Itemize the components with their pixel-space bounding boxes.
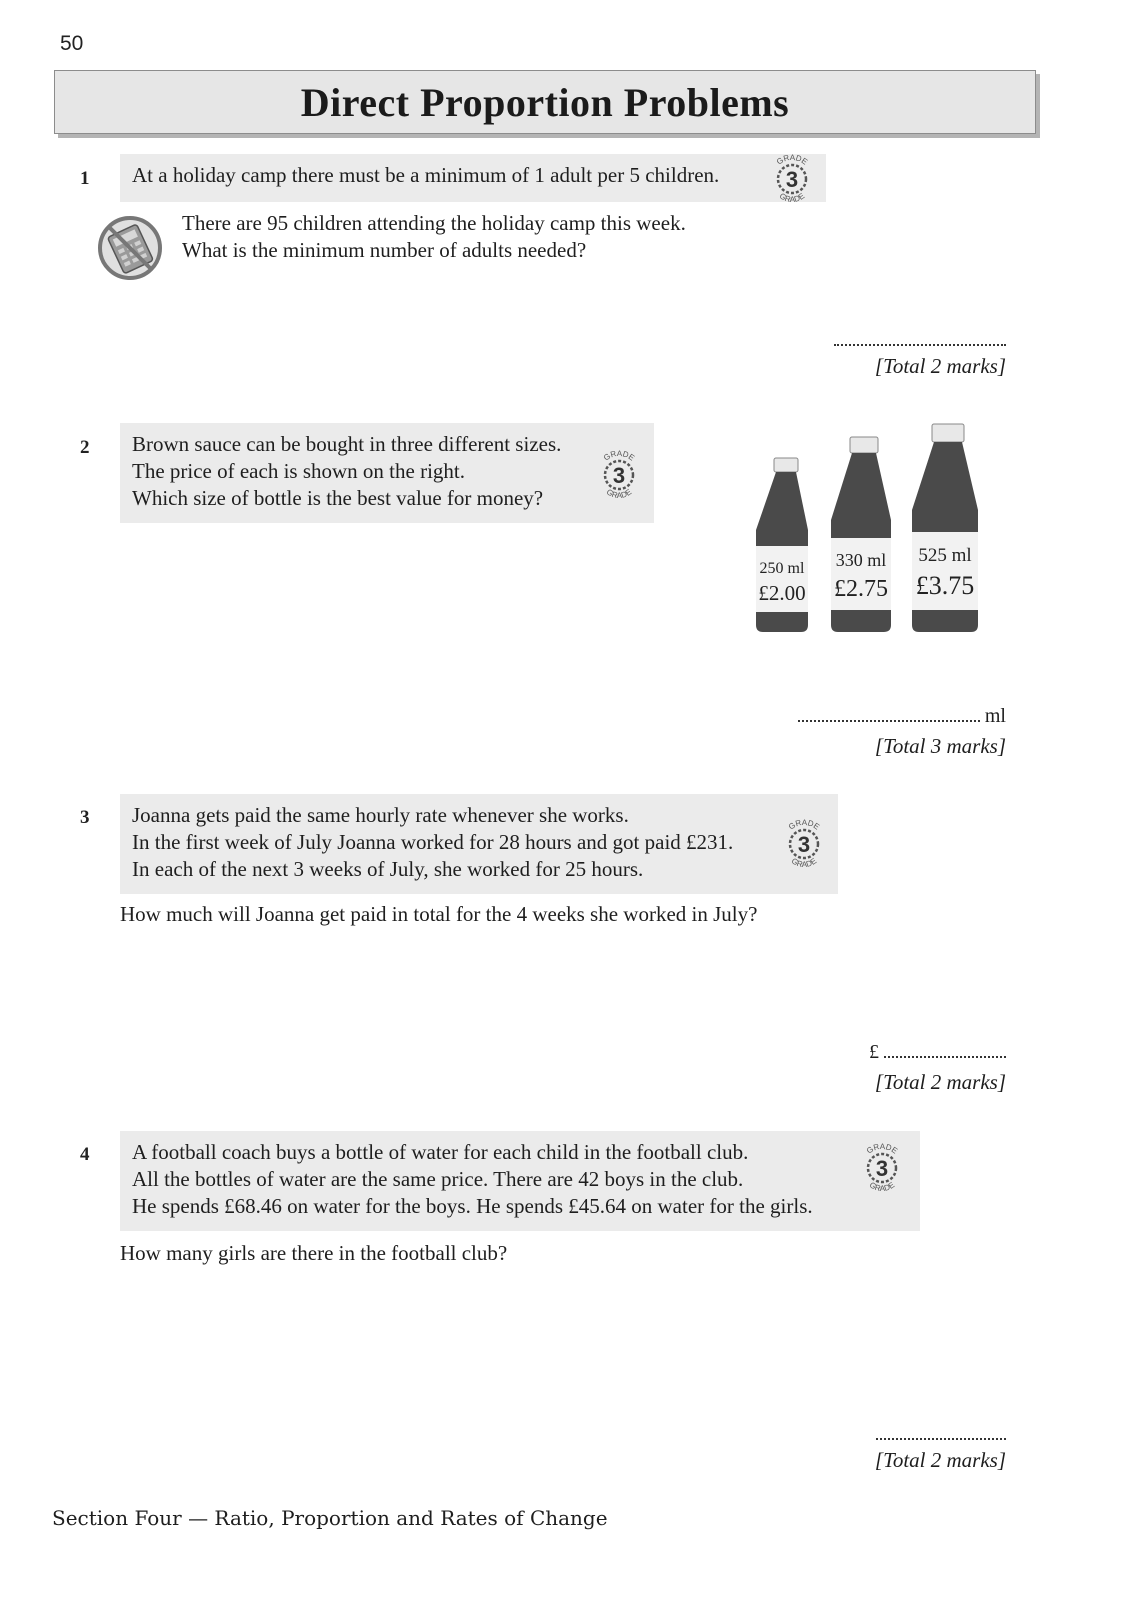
question-3-text [120,901,757,928]
bottle-small-size: 250 ml [759,560,805,577]
bottle-medium [831,437,891,632]
grade-3-badge-icon [766,153,818,205]
bottle-medium-size: 330 ml [835,550,887,570]
question-2-box-line: Brown sauce can be bought in three different sizes. [132,432,562,456]
question-1-marks: [Total 2 marks] [874,354,1006,378]
question-1-text [182,210,686,264]
question-3-marks: [Total 2 marks] [874,1070,1006,1094]
bottle-small [756,458,808,632]
page-title: Direct Proportion Problems [300,79,790,125]
question-2-box [120,423,654,523]
page-number: 50 [60,32,84,55]
svg-text:3: 3 [612,463,626,488]
grade-3-badge-icon [856,1142,908,1194]
question-4-box [120,1131,920,1231]
question-3-box-line: In the first week of July Joanna worked for 28 hours and got paid £231. [132,830,734,854]
question-4-box-line: He spends £68.46 on water for the boys. He spends £45.64 on water for the girls. [132,1194,813,1218]
bottle-large-size: 525 ml [918,545,972,566]
question-4-answer-line[interactable] [876,1422,1006,1446]
title-banner [54,70,1036,134]
question-2-box-line: The price of each is shown on the right. [132,459,465,483]
question-3-answer-currency: £ [869,1041,879,1063]
bottle-small-price: £2.00 [758,581,806,605]
question-2-answer-line[interactable] [798,704,1006,728]
svg-text:GRADE: GRADE [789,856,819,870]
section-footer: Section Four — Ratio, Proportion and Rates of Change [52,1506,608,1530]
grade-3-badge-icon [778,818,830,870]
question-4-box-line: All the bottles of water are the same price. There are 42 boys in the club. [132,1167,744,1191]
question-1-box-line: At a holiday camp there must be a minimum of 1 adult per 5 children. [132,163,720,187]
question-2-number: 2 [80,437,90,458]
question-4-text [120,1240,507,1267]
question-4-number: 4 [80,1144,90,1165]
grade-3-badge-icon [593,449,645,501]
question-2-box-line: Which size of bottle is the best value for money? [132,486,544,510]
question-3-box-line: Joanna gets paid the same hourly rate whenever she works. [132,803,629,827]
svg-text:GRADE: GRADE [604,487,634,501]
question-4-box-line: A football coach buys a bottle of water for each child in the football club. [132,1140,749,1164]
question-3-box-line: In each of the next 3 weeks of July, she worked for 25 hours. [132,857,644,881]
svg-text:GRADE: GRADE [867,1180,897,1194]
svg-text:GRADE: GRADE [777,191,807,205]
question-3-text-line: How much will Joanna get paid in total for the 4 weeks she worked in July? [120,902,758,926]
question-3-number: 3 [80,807,90,828]
no-calculator-icon [97,215,163,281]
question-2-marks: [Total 3 marks] [874,734,1006,758]
bottle-medium-price: £2.75 [834,576,888,602]
svg-text:3: 3 [785,167,799,192]
question-2-answer-unit: ml [984,705,1006,727]
svg-text:GRADE: GRADE [865,1142,900,1156]
question-4-marks: [Total 2 marks] [874,1448,1006,1472]
svg-text:GRADE: GRADE [787,818,822,832]
question-4-text-line: How many girls are there in the football club? [120,1241,508,1265]
svg-text:GRADE: GRADE [602,449,637,463]
question-1-text-line: There are 95 children attending the holiday camp this week. [182,211,686,235]
question-1-text-line: What is the minimum number of adults needed? [182,238,587,262]
bottle-large [912,424,978,632]
bottle-large-price: £3.75 [915,571,975,600]
svg-text:3: 3 [875,1156,889,1181]
question-1-box [120,154,826,205]
svg-text:GRADE: GRADE [775,153,810,167]
question-1-answer-line[interactable] [834,328,1006,352]
question-1-number: 1 [80,168,90,189]
sauce-bottles-illustration [752,420,987,640]
question-3-box [120,794,838,894]
svg-text:3: 3 [797,832,811,857]
question-3-answer-line[interactable] [869,1040,1006,1064]
